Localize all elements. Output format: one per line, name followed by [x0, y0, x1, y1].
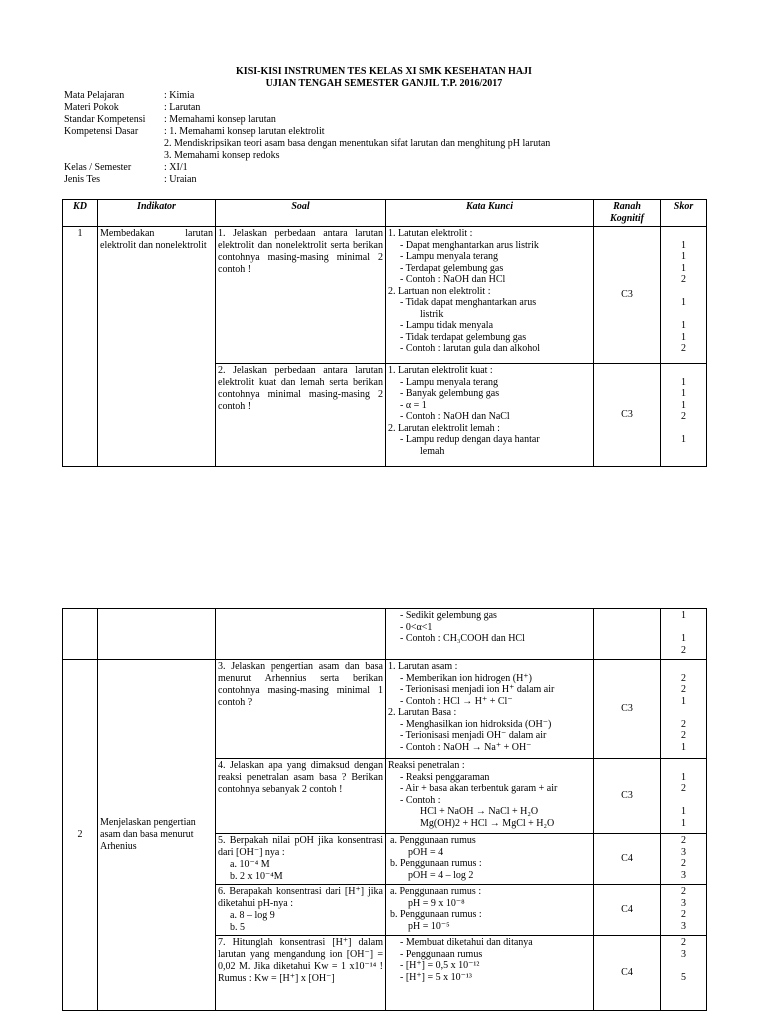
kata-kunci-line: HCl + NaOH → NaCl + H₂O	[420, 806, 539, 817]
meta-label: Jenis Tes	[64, 174, 101, 185]
skor-value	[663, 795, 704, 807]
meta-row	[64, 90, 195, 102]
kata-kunci-line: 1. Latutan elektrolit :	[388, 228, 473, 239]
kata-kunci-line: a. Penggunaan rumus	[390, 835, 476, 846]
ranah-cell: C4	[594, 936, 661, 1011]
ranah-cell	[594, 609, 661, 660]
skor-value: 1	[681, 331, 686, 343]
kata-kunci-line: - Contoh : larutan gula dan alkohol	[400, 343, 540, 354]
kata-kunci-line: 2. Lartuan non elektrolit :	[388, 285, 491, 297]
skor-value	[663, 960, 704, 972]
table-row	[63, 227, 707, 364]
meta-value: : XI/1	[164, 162, 188, 173]
soal-cell	[216, 834, 386, 885]
indikator-cell: Membedakan larutan elektrolit dan nonelektrolit	[98, 227, 216, 467]
meta-label: Standar Kompetensi	[64, 114, 146, 125]
soal-cell: 2. Jelaskan perbedaan antara larutan elektrolit kuat dan lemah serta berikan contohnya minimal masing-masing 2 contoh !	[216, 364, 386, 467]
grid-table-page2	[62, 608, 707, 1011]
soal-cell: 1. Jelaskan perbedaan antara larutan elektrolit dan nonelektrolit serta berikan contohnya masing-masing minimal 2 contoh !	[216, 227, 386, 364]
kata-kunci-line: - 0<α<1	[400, 621, 433, 633]
skor-value: 2	[681, 909, 686, 920]
document-subtitle: UJIAN TENGAH SEMESTER GANJIL T.P. 2016/2017	[265, 78, 503, 89]
skor-value: 3	[681, 846, 686, 858]
kata-kunci-line: Reaksi penetralan :	[388, 760, 465, 771]
kata-kunci-line: Mg(OH)2 + HCl → MgCl + H₂O	[420, 817, 555, 829]
soal-cell	[216, 609, 386, 660]
kata-kunci-line: - Membuat diketahui dan ditanya	[400, 937, 533, 948]
skor-value: 2	[681, 886, 686, 897]
kata-kunci-line: - Terdapat gelembung gas	[400, 262, 504, 274]
skor-value	[663, 228, 704, 240]
kata-kunci-line: - Contoh : NaOH → Na⁺ + OH⁻	[400, 741, 532, 753]
table-row	[63, 660, 707, 759]
meta-row	[64, 102, 201, 114]
kata-kunci-line: pOH = 4	[408, 846, 444, 858]
kata-kunci-line: - Dapat menghantarkan arus listrik	[400, 239, 539, 251]
ranah-cell: C3	[594, 660, 661, 759]
skor-value: 1	[681, 806, 686, 817]
col-header-indikator: Indikator	[98, 200, 216, 227]
skor-value: 1	[681, 695, 686, 707]
skor-cell	[661, 227, 707, 364]
col-header-kata-kunci: Kata Kunci	[386, 200, 594, 227]
skor-cell	[661, 936, 707, 1011]
kata-kunci-line: - Sedikit gelembung gas	[400, 610, 497, 621]
skor-value: 2	[681, 274, 686, 285]
skor-value: 1	[681, 388, 686, 399]
soal-cell: 4. Jelaskan apa yang dimaksud dengan reaksi penetralan asam basa ? Berikan contohnya sebanyak 2 contoh !	[216, 759, 386, 834]
skor-value: 1	[681, 262, 686, 274]
skor-cell	[661, 885, 707, 936]
soal-cell: 7. Hitunglah konsentrasi [H⁺] dalam larutan yang mengandung ion [OH⁻] = 0,02 M. Jika diketahui Kw = 1 x10⁻¹⁴ ! Rumus : Kw = [H⁺] x [OH⁻]	[216, 936, 386, 1011]
kata-kunci-line: - Banyak gelembung gas	[400, 388, 500, 399]
soal-item: b. 2 x 10⁻⁴M	[230, 871, 283, 882]
col-header-kd: KD	[63, 200, 98, 227]
kata-kunci-line: - Air + basa akan terbentuk garam + air	[400, 783, 558, 794]
document-title: KISI-KISI INSTRUMEN TES KELAS XI SMK KESEHATAN HAJI	[236, 66, 532, 77]
table-row	[63, 609, 707, 660]
kata-kunci-line: - Reaksi penggaraman	[400, 771, 490, 783]
grid-table-page1	[62, 199, 707, 467]
skor-cell	[661, 834, 707, 885]
kd-cell	[63, 609, 98, 660]
col-header-soal: Soal	[216, 200, 386, 227]
kata-kunci-line: - Menghasilkan ion hidroksida (OH⁻)	[400, 718, 552, 730]
skor-value	[663, 286, 704, 298]
skor-value: 2	[681, 644, 686, 656]
meta-value: : Larutan	[164, 102, 201, 113]
kata-kunci-cell	[386, 609, 594, 660]
skor-value: 2	[681, 835, 686, 846]
ranah-cell: C3	[594, 759, 661, 834]
kata-kunci-line: a. Penggunaan rumus :	[390, 886, 482, 897]
skor-value: 1	[681, 251, 686, 262]
kata-kunci-line: 2. Larutan Basa :	[388, 707, 457, 718]
kata-kunci-line: - Tidak dapat menghantarkan arus	[400, 297, 537, 308]
meta-row	[64, 162, 188, 174]
kata-kunci-line: lemah	[420, 445, 445, 457]
meta-label: Kelas / Semester	[64, 162, 132, 173]
skor-value: 1	[681, 320, 686, 331]
skor-value: 3	[681, 869, 686, 881]
kata-kunci-line: - Lampu menyala terang	[400, 376, 499, 388]
skor-value: 1	[681, 297, 686, 308]
skor-value	[663, 309, 704, 321]
kata-kunci-line: - Terionisasi menjadi OH⁻ dalam air	[400, 730, 547, 741]
kata-kunci-line: b. Penggunaan rumus :	[390, 858, 482, 869]
kata-kunci-line: - [H⁺] = 0,5 x 10⁻¹²	[400, 960, 480, 971]
skor-value	[663, 365, 704, 377]
kata-kunci-line: 2. Larutan elektrolit lemah :	[388, 422, 500, 434]
meta-row	[64, 174, 197, 186]
meta-value: : 1. Memahami konsep larutan elektrolit	[164, 126, 325, 137]
skor-value: 1	[681, 741, 686, 753]
skor-value: 2	[681, 718, 686, 730]
kata-kunci-cell	[386, 660, 594, 759]
skor-value: 1	[681, 239, 686, 251]
ranah-cell: C4	[594, 834, 661, 885]
kata-kunci-cell	[386, 885, 594, 936]
meta-value: : Kimia	[164, 90, 195, 101]
meta-row	[64, 150, 280, 162]
skor-value	[663, 661, 704, 673]
kata-kunci-line: pH = 10⁻⁵	[408, 920, 450, 932]
kata-kunci-line: - Lampu tidak menyala	[400, 320, 494, 331]
skor-value: 2	[681, 684, 686, 695]
skor-value: 1	[681, 817, 686, 829]
meta-row	[64, 126, 325, 138]
skor-value: 3	[681, 920, 686, 932]
meta-row	[64, 138, 551, 150]
meta-label: Kompetensi Dasar	[64, 126, 139, 137]
skor-value: 1	[681, 376, 686, 388]
meta-value: : Memahami konsep larutan	[164, 114, 276, 125]
meta-label: Mata Pelajaran	[64, 90, 125, 101]
kata-kunci-line: - Contoh : NaOH dan HCl	[400, 274, 506, 285]
meta-value: 2. Mendiskripsikan teori asam basa dengan menentukan sifat larutan dan menghitung pH larutan	[164, 138, 551, 149]
kata-kunci-cell	[386, 227, 594, 364]
ranah-cell: C3	[594, 227, 661, 364]
indikator-cell: Menjelaskan pengertian asam dan basa menurut Arhenius	[98, 660, 216, 1011]
kata-kunci-cell	[386, 834, 594, 885]
kd-cell: 1	[63, 227, 98, 467]
table-header-row	[63, 200, 707, 227]
skor-cell	[661, 364, 707, 467]
skor-value: 1	[681, 399, 686, 411]
skor-value: 2	[681, 783, 686, 794]
soal-cell	[216, 885, 386, 936]
kata-kunci-cell	[386, 364, 594, 467]
kata-kunci-line: b. Penggunaan rumus :	[390, 909, 482, 920]
kata-kunci-line: - Contoh : HCl → H⁺ + Cl⁻	[400, 695, 513, 707]
soal-cell: 3. Jelaskan pengertian asam dan basa menurut Arhennius serta berikan contohnya masing-masing minimal 1 contoh ?	[216, 660, 386, 759]
kata-kunci-line: - Lampu redup dengan daya hantar	[400, 434, 540, 445]
kata-kunci-line: - Contoh : NaOH dan NaCl	[400, 411, 510, 422]
skor-value: 2	[681, 858, 686, 869]
skor-value: 5	[681, 971, 686, 983]
kata-kunci-line: listrik	[420, 308, 444, 320]
meta-row	[64, 114, 276, 126]
skor-value	[663, 760, 704, 772]
skor-value: 2	[681, 672, 686, 684]
kata-kunci-line: pOH = 4 – log 2	[408, 869, 474, 881]
ranah-cell: C4	[594, 885, 661, 936]
skor-value	[663, 446, 704, 458]
kata-kunci-line: - Contoh : CH₃COOH dan HCl	[400, 633, 525, 644]
skor-value: 1	[681, 633, 686, 644]
kata-kunci-cell	[386, 759, 594, 834]
kata-kunci-line: - Contoh :	[400, 794, 441, 806]
soal-text: 5. Berpakah nilai pOH jika konsentrasi dari [OH⁻] nya :	[218, 835, 383, 858]
skor-cell	[661, 759, 707, 834]
kata-kunci-line: 1. Larutan elektrolit kuat :	[388, 365, 493, 376]
skor-value	[663, 707, 704, 719]
skor-value: 2	[681, 343, 686, 354]
meta-value: : Uraian	[164, 174, 197, 185]
soal-item: b. 5	[230, 922, 245, 933]
meta-value: 3. Memahami konsep redoks	[164, 150, 280, 161]
soal-item: a. 8 – log 9	[230, 910, 275, 921]
kd-cell: 2	[63, 660, 98, 1011]
skor-value: 2	[681, 730, 686, 741]
skor-value	[663, 622, 704, 634]
skor-value	[663, 423, 704, 435]
skor-value: 1	[681, 771, 686, 783]
indikator-cell	[98, 609, 216, 660]
kata-kunci-line: - [H⁺] = 5 x 10⁻¹³	[400, 971, 472, 983]
kata-kunci-line: - α = 1	[400, 399, 427, 411]
col-header-ranah: Ranah Kognitif	[594, 200, 661, 227]
kata-kunci-line: - Lampu menyala terang	[400, 251, 499, 262]
kata-kunci-line: - Penggunaan rumus	[400, 948, 483, 960]
skor-value: 2	[681, 411, 686, 422]
kata-kunci-line: - Terionisasi menjadi ion H⁺ dalam air	[400, 684, 555, 695]
skor-value: 1	[681, 610, 686, 621]
soal-text: 6. Berapakah konsentrasi dari [H⁺] jika diketahui pH-nya :	[218, 886, 383, 909]
skor-cell	[661, 660, 707, 759]
ranah-cell: C3	[594, 364, 661, 467]
kata-kunci-line: - Memberikan ion hidrogen (H⁺)	[400, 672, 532, 684]
skor-value: 3	[681, 948, 686, 960]
kata-kunci-line: 1. Larutan asam :	[388, 661, 458, 672]
kata-kunci-line: - Tidak terdapat gelembung gas	[400, 331, 527, 343]
col-header-skor: Skor	[661, 200, 707, 227]
meta-label: Materi Pokok	[64, 102, 119, 113]
skor-value: 1	[681, 434, 686, 445]
skor-cell	[661, 609, 707, 660]
skor-value: 3	[681, 897, 686, 909]
kata-kunci-cell	[386, 936, 594, 1011]
soal-item: a. 10⁻⁴ M	[230, 859, 270, 870]
skor-value: 2	[681, 937, 686, 948]
kata-kunci-line: pH = 9 x 10⁻⁸	[408, 897, 465, 909]
